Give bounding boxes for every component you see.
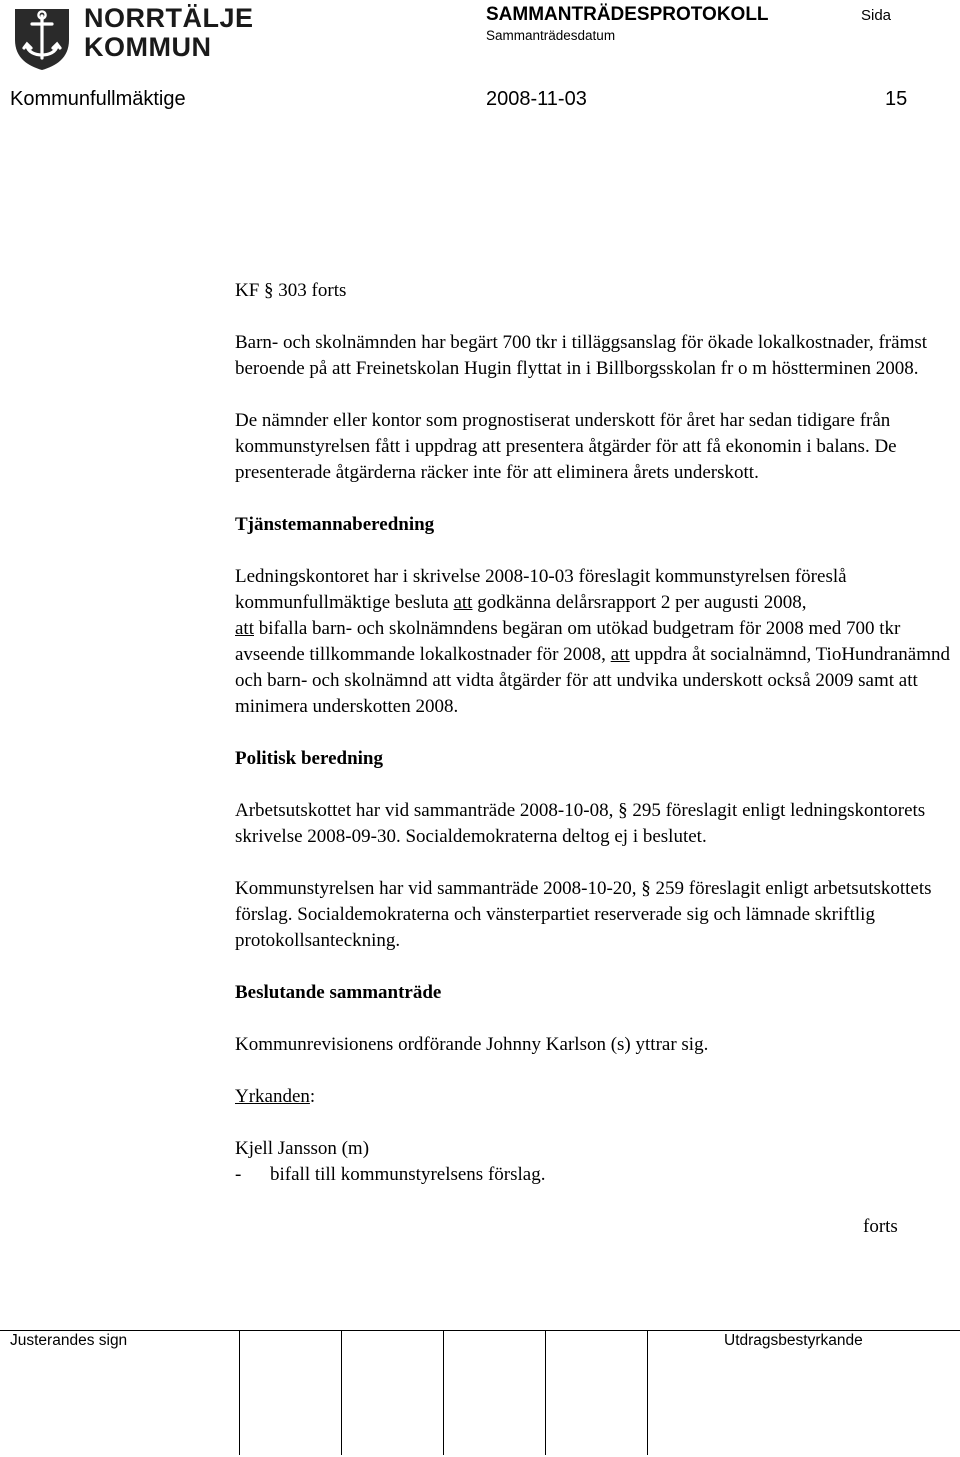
footer-signature-box-border	[239, 1330, 240, 1455]
text-run: uppdra åt socialnämnd, TioHundranämnd och barn- och skolnämnd att vidta åtgärder för att undvika underskott också 2009 samt att minimera underskotten 2008.	[235, 644, 951, 717]
att-clause-marker: att	[453, 592, 473, 613]
meeting-date-label: Sammanträdesdatum	[486, 28, 616, 43]
protocol-title: SAMMANTRÄDESPROTOKOLL	[486, 4, 769, 25]
speaker-name: Kjell Jansson (m)	[235, 1138, 370, 1159]
continued-marker: forts	[863, 1216, 898, 1237]
anchor-coat-of-arms-icon	[12, 6, 72, 72]
municipality-name-line2: KOMMUN	[84, 32, 212, 62]
motion-item	[235, 1162, 960, 1188]
text-run: bifalla barn- och skolnämndens begäran om utökad budgetram för 2008 med 700 tkr avseende tillkommande lokalkostnader för 2008,	[235, 618, 901, 665]
text-run: Ledningskontoret har i skrivelse 2008-10-03 föreslagit kommunstyrelsen föreslå kommunfullmäktige besluta	[235, 566, 847, 613]
footer-signature-box-border	[647, 1330, 648, 1455]
section-heading-politisk-beredning: Politisk beredning	[235, 748, 383, 769]
yrkanden-heading	[235, 1084, 960, 1110]
motion-text: bifall till kommunstyrelsens förslag.	[270, 1164, 546, 1185]
paragraph: Arbetsutskottet har vid sammanträde 2008-10-08, § 295 föreslagit enligt ledningskontorets skrivelse 2008-09-30. Socialdemokraterna deltog ej i beslutet.	[235, 800, 926, 847]
justerandes-sign-label: Justerandes sign	[10, 1332, 128, 1349]
footer-signature-box-border	[443, 1330, 444, 1455]
paragraph: Kommunrevisionens ordförande Johnny Karlson (s) yttrar sig.	[235, 1034, 709, 1055]
meeting-date: 2008-11-03	[486, 88, 587, 110]
att-clause-marker: att	[610, 644, 630, 665]
yrkanden-label: Yrkanden	[235, 1086, 310, 1107]
governing-body-name: Kommunfullmäktige	[10, 88, 186, 110]
protocol-body	[235, 278, 960, 1240]
text-run: godkänna delårsrapport 2 per augusti 2008,	[472, 592, 807, 613]
page-label: Sida	[861, 7, 892, 24]
paragraph: Barn- och skolnämnden har begärt 700 tkr i tilläggsanslag för ökade lokalkostnader, främst beroende på att Freinetskolan Hugin flyttat in i Billborgsskolan fr o m höstterminen 2008.	[235, 332, 928, 379]
att-clause-marker: att	[235, 618, 254, 639]
section-reference: KF § 303 forts	[235, 280, 347, 301]
footer-signature-box-border	[545, 1330, 546, 1455]
footer-divider	[0, 1330, 960, 1331]
section-heading-tjanstemannaberedning: Tjänstemannaberedning	[235, 514, 435, 535]
utdragsbestyrkande-label: Utdragsbestyrkande	[724, 1332, 863, 1349]
footer-signature-box-border	[341, 1330, 342, 1455]
municipality-name-line1: NORRTÄLJE	[84, 3, 254, 33]
paragraph: De nämnder eller kontor som prognostiserat underskott för året har sedan tidigare från kommunstyrelsen fått i uppdrag att presentera åtgärder för att få ekonomin i balans. De presenterade åtgärderna räcker inte för att eliminera årets underskott.	[235, 410, 897, 483]
paragraph: Kommunstyrelsen har vid sammanträde 2008-10-20, § 259 föreslagit enligt arbetsutskottets förslag. Socialdemokraterna och vänsterpartiet reserverade sig och lämnade skriftlig protokollsanteckning.	[235, 878, 932, 951]
list-dash: -	[235, 1164, 242, 1185]
municipality-name	[84, 4, 254, 62]
paragraph-tjanstemannaberedning	[235, 564, 960, 720]
yrkanden-colon: :	[309, 1086, 316, 1107]
section-heading-beslutande-sammantrade: Beslutande sammanträde	[235, 982, 442, 1003]
page-number: 15	[885, 88, 908, 110]
